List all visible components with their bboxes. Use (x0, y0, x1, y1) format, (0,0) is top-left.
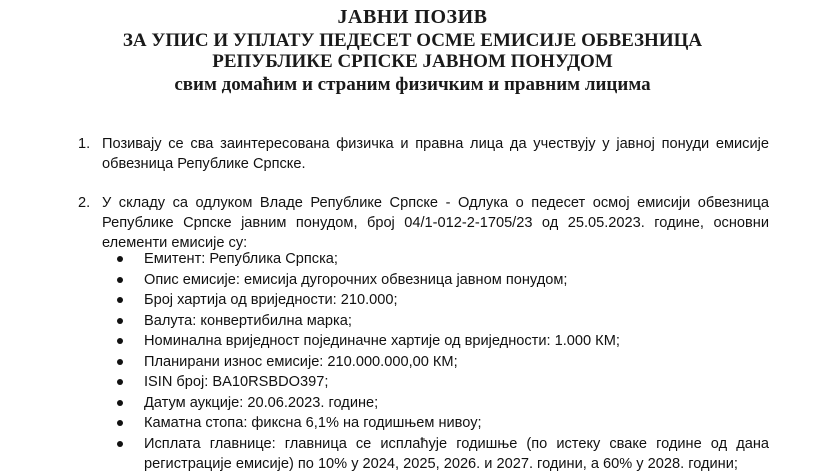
doc-subtitle-line-2: РЕПУБЛИКЕ СРПСКЕ ЈАВНОМ ПОНУДОМ (212, 51, 613, 72)
bullet-icon (117, 441, 123, 447)
bullet-icon (117, 338, 123, 344)
item-text: У складу са одлуком Владе Републике Српске - Одлука о педесет осмој емисији обвезница Републике Српске јавним понудом, број 04/1-012-2-1705/23 од 25.05.2023. године, основни елементи емисије су: (102, 195, 769, 251)
doc-title: ЈАВНИ ПОЗИВ (337, 6, 488, 28)
doc-subtitle-line-1: ЗА УПИС И УПЛАТУ ПЕДЕСЕТ ОСМЕ ЕМИСИЈЕ ОБВЕЗНИЦА (122, 30, 703, 51)
list-item-text: Номинална вриједност појединачне хартије од вриједности: 1.000 КМ; (144, 333, 620, 349)
doc-subtitle-line-3: свим домаћим и страним физичким и правним лицима (174, 74, 651, 95)
bullet-icon (117, 379, 123, 385)
list-item-text: Валута: конвертибилна марка; (144, 312, 352, 329)
item-text: Позивају се сва заинтересована физичка и правна лица да учествују у јавној понуди емисије обвезница Републике Српске. (102, 136, 769, 172)
list-item-text: Емитент: Република Српска; (144, 251, 338, 267)
bullet-icon (117, 359, 123, 365)
item-number: 2. (78, 195, 91, 211)
list-item-text: Исплата главнице: главница се исплаћује годишње (по истеку сваке године од дана регистрације емисије) по 10% у 2024, 2025, 2026. и 2027. години, а 60% у 2028. години; (144, 435, 769, 472)
bullet-icon (117, 277, 123, 283)
bullet-icon (117, 400, 123, 406)
bullet-icon (117, 297, 123, 303)
list-item-text: Планирани износ емисије: 210.000.000,00 КМ; (144, 353, 458, 370)
bullet-icon (117, 318, 123, 324)
item-number: 1. (78, 136, 91, 152)
list-item-text: Број хартија од вриједности: 210.000; (144, 292, 398, 308)
list-item-text: ISIN број: BA10RSBDO397; (144, 374, 329, 390)
list-item-text: Датум аукције: 20.06.2023. године; (144, 394, 379, 411)
list-item-text: Опис емисије: емисија дугорочних обвезница јавном понудом; (144, 271, 568, 288)
list-item-text: Каматна стопа: фиксна 6,1% на годишњем нивоу; (144, 415, 482, 431)
bullet-icon (117, 256, 123, 262)
bullet-icon (117, 420, 123, 426)
